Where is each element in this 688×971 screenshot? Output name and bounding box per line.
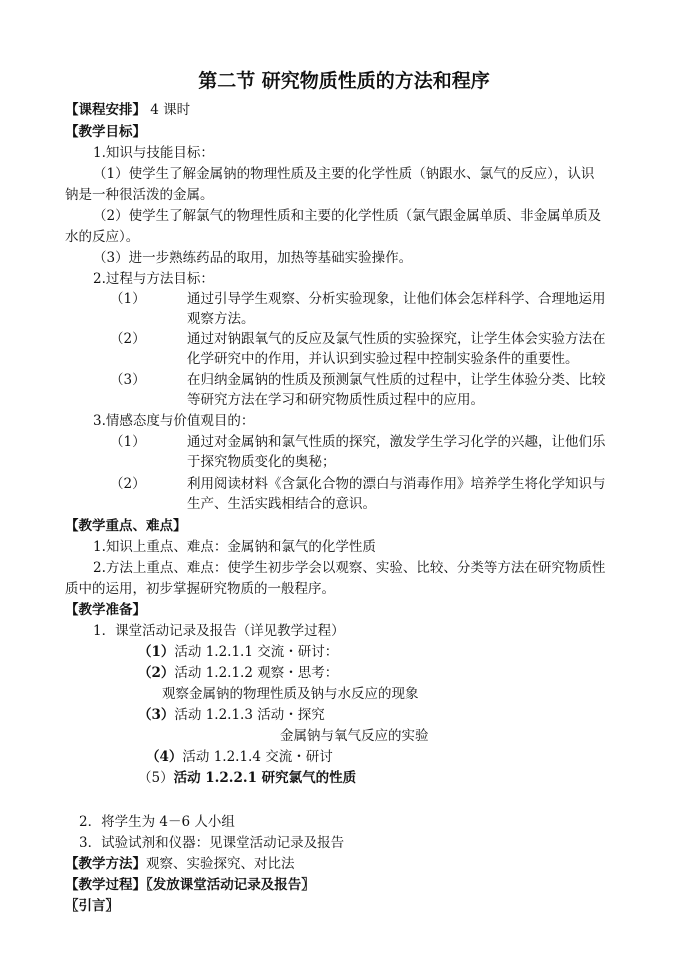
activity-4-text: 活动 1.2.1.4 交流・研讨	[182, 749, 333, 765]
obj1-item2-line1: （2）使学生了解氯气的物理性质和主要的化学性质（氯气跟金属单质、非金属单质及	[93, 208, 602, 224]
obj2-heading: 2.过程与方法目标：	[93, 271, 214, 287]
obj3-heading: 3.情感态度与价值观目的：	[93, 413, 255, 429]
keypoints-heading: 【教学重点、难点】	[65, 518, 187, 534]
preparation-heading: 【教学准备】	[65, 602, 146, 618]
keypoints-line2a: 2.方法上重点、难点：使学生初步学会以观察、实验、比较、分类等方法在研究物质性	[93, 560, 606, 576]
obj2-item2-line2: 化学研究中的作用，并认识到实验过程中控制实验条件的重要性。	[187, 351, 579, 367]
obj3-item2-line1: 利用阅读材料《含氯化合物的漂白与消毒作用》培养学生将化学知识与	[187, 476, 606, 492]
obj3-item2-line2: 生产、生活实践相结合的意识。	[187, 496, 376, 512]
activity-1-text: 活动 1.2.1.1 交流・研讨：	[174, 644, 339, 660]
method-label: 【教学方法】	[65, 856, 146, 872]
prep-activity-3	[138, 707, 325, 723]
process-label: 【教学过程】	[65, 877, 146, 893]
obj2-item1-num: （1）	[110, 291, 146, 307]
obj3-item1-line2: 于探究物质变化的奥秘；	[187, 454, 336, 470]
obj1-item1-line2: 钠是一种很活泼的金属。	[65, 187, 214, 203]
obj3-item1-num: （1）	[110, 434, 146, 450]
page-title: 第二节 研究物质性质的方法和程序	[198, 70, 490, 92]
objectives-heading: 【教学目标】	[65, 124, 146, 140]
method-value: 观察、实验探究、对比法	[146, 856, 295, 872]
schedule-value: 4 课时	[146, 102, 191, 118]
activity-5-text: 活动 1.2.2.1 研究氯气的性质	[173, 770, 357, 786]
activity-3-subtitle: 金属钠与氧气反应的实验	[280, 728, 429, 744]
prep-item3: 3．试验试剂和仪器：见课堂活动记录及报告	[79, 835, 345, 851]
obj2-item2-num: （2）	[110, 331, 146, 347]
schedule-label: 【课程安排】	[65, 102, 146, 118]
obj1-heading: 1.知识与技能目标：	[93, 145, 214, 161]
obj2-item3-line2: 等研究方法在学习和研究物质性质过程中的应用。	[187, 392, 484, 408]
obj2-item3-num: （3）	[110, 372, 146, 388]
schedule-row	[65, 102, 190, 118]
prep-activity-2	[138, 665, 338, 681]
activity-5-num: （5）	[138, 770, 174, 786]
activity-2-num: （2）	[138, 665, 175, 681]
keypoints-line1: 1.知识上重点、难点：金属钠和氯气的化学性质	[93, 539, 376, 555]
intro-heading: 〖引言〗	[65, 898, 119, 914]
prep-activity-5	[138, 770, 356, 786]
activity-3-num: （3）	[138, 707, 175, 723]
activity-4-num: （4）	[146, 749, 183, 765]
activity-2-text: 活动 1.2.1.2 观察・思考：	[174, 665, 339, 681]
activity-2-subtitle: 观察金属钠的物理性质及钠与水反应的现象	[162, 686, 419, 702]
keypoints-line2b: 质中的运用，初步掌握研究物质的一般程序。	[65, 581, 335, 597]
obj2-item1-line1: 通过引导学生观察、分析实验现象，让他们体会怎样科学、合理地运用	[187, 291, 606, 307]
obj1-item1-line1: （1）使学生了解金属钠的物理性质及主要的化学性质（钠跟水、氯气的反应），认识	[93, 166, 595, 182]
prep-item2: 2．将学生为 4－6 人小组	[79, 814, 235, 830]
obj2-item3-line1: 在归纳金属钠的性质及预测氯气性质的过程中，让学生体验分类、比较	[187, 372, 606, 388]
method-row	[65, 856, 295, 872]
activity-1-num: （1）	[138, 644, 175, 660]
obj1-item3: （3）进一步熟练药品的取用，加热等基础实验操作。	[93, 250, 413, 266]
process-row	[65, 877, 315, 893]
obj2-item1-line2: 观察方法。	[187, 311, 255, 327]
obj3-item1-line1: 通过对金属钠和氯气性质的探究，激发学生学习化学的兴趣，让他们乐	[187, 434, 606, 450]
process-value: 〖发放课堂活动记录及报告〗	[146, 877, 315, 893]
prep-item1: 1．课堂活动记录及报告（详见教学过程）	[93, 623, 345, 639]
obj1-item2-line2: 水的反应）。	[65, 229, 140, 245]
prep-activity-1	[138, 644, 338, 660]
activity-3-text: 活动 1.2.1.3 活动・探究	[174, 707, 325, 723]
prep-activity-4	[146, 749, 333, 765]
obj3-item2-num: （2）	[110, 476, 146, 492]
obj2-item2-line1: 通过对钠跟氧气的反应及氯气性质的实验探究，让学生体会实验方法在	[187, 331, 606, 347]
